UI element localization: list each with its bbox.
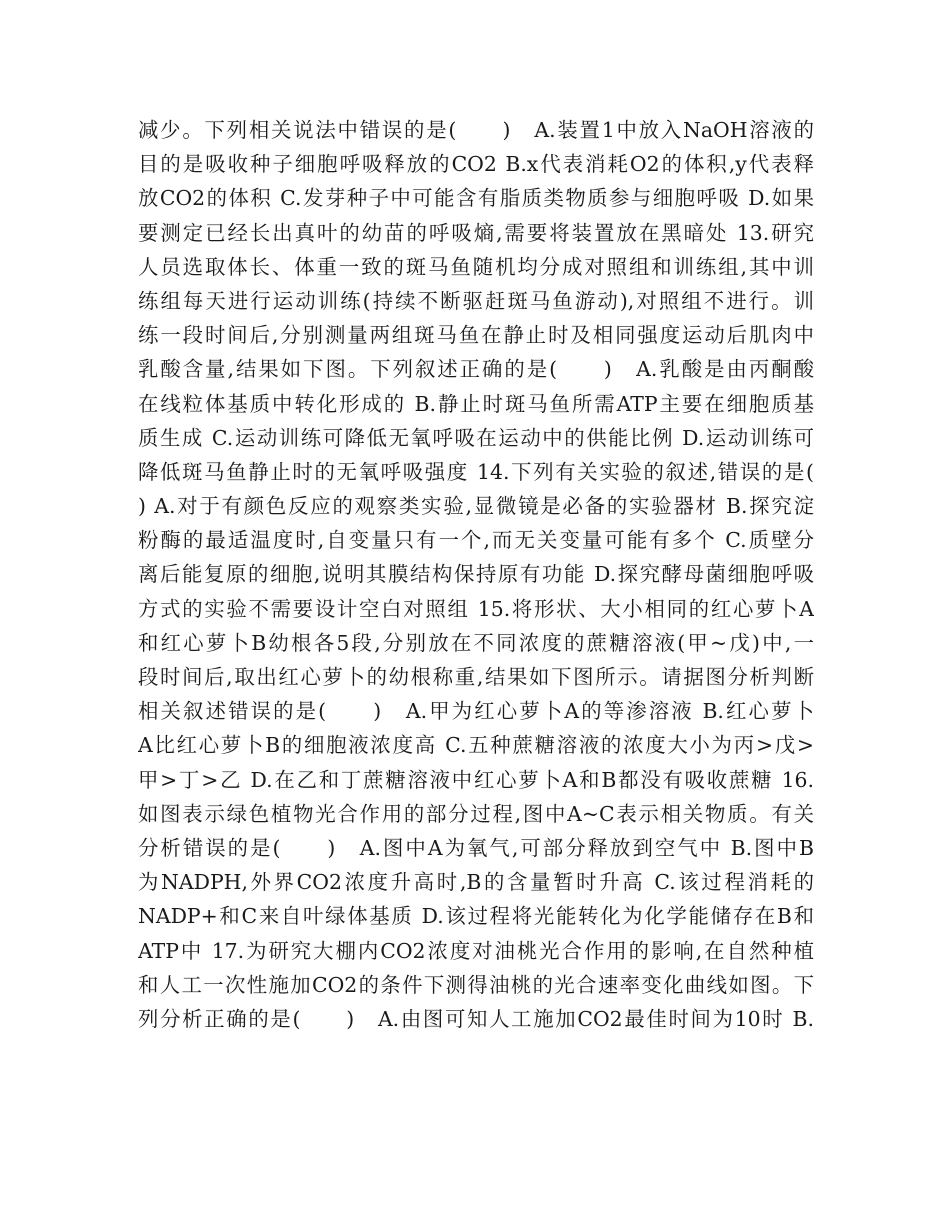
text-line: 粉酶的最适温度时,自变量只有一个,而无关变量可能有多个 C.质壁分 <box>138 528 814 553</box>
text-line: 离后能复原的细胞,说明其膜结构保持原有功能 D.探究酵母菌细胞呼吸 <box>138 562 814 587</box>
text-line: 练组每天进行运动训练(持续不断驱赶斑马鱼游动),对照组不进行。训 <box>138 288 814 313</box>
text-line: 为NADPH,外界CO2浓度升高时,B的含量暂时升高 C.该过程消耗的 <box>138 870 814 895</box>
text-line: 和人工一次性施加CO2的条件下测得油桃的光合速率变化曲线如图。下 <box>138 972 814 997</box>
text-line: 分析错误的是( ) A.图中A为氧气,可部分释放到空气中 B.图中B <box>138 835 814 860</box>
text-line: 列分析正确的是( ) A.由图可知人工施加CO2最佳时间为10时 B. <box>138 1006 814 1031</box>
text-line: A比红心萝卜B的细胞液浓度高 C.五种蔗糖溶液的浓度大小为丙>戊> <box>138 733 814 758</box>
text-line: ATP中 17.为研究大棚内CO2浓度对油桃光合作用的影响,在自然种植 <box>138 938 814 963</box>
text-line: 甲>丁>乙 D.在乙和丁蔗糖溶液中红心萝卜A和B都没有吸收蔗糖 16. <box>138 767 814 792</box>
text-line: ) A.对于有颜色反应的观察类实验,显微镜是必备的实验器材 B.探究淀 <box>138 494 814 519</box>
document-body-text <box>138 113 814 1036</box>
text-line: 质生成 C.运动训练可降低无氧呼吸在运动中的供能比例 D.运动训练可 <box>138 425 814 450</box>
text-line: 和红心萝卜B幼根各5段,分别放在不同浓度的蔗糖溶液(甲~戊)中,一 <box>138 630 814 655</box>
text-line: 人员选取体长、体重一致的斑马鱼随机均分成对照组和训练组,其中训 <box>138 254 814 279</box>
text-line: 方式的实验不需要设计空白对照组 15.将形状、大小相同的红心萝卜A <box>138 596 814 621</box>
text-line: 在线粒体基质中转化形成的 B.静止时斑马鱼所需ATP主要在细胞质基 <box>138 391 814 416</box>
text-line: 练一段时间后,分别测量两组斑马鱼在静止时及相同强度运动后肌肉中 <box>138 323 814 348</box>
text-line: NADP+和C来自叶绿体基质 D.该过程将光能转化为化学能储存在B和 <box>138 904 814 929</box>
text-line: 目的是吸收种子细胞呼吸释放的CO2 B.x代表消耗O2的体积,y代表释 <box>138 152 814 177</box>
text-line: 段时间后,取出红心萝卜的幼根称重,结果如下图所示。请据图分析判断 <box>138 665 814 689</box>
text-line: 如图表示绿色植物光合作用的部分过程,图中A~C表示相关物质。有关 <box>138 801 814 826</box>
text-line: 相关叙述错误的是( ) A.甲为红心萝卜A的等渗溶液 B.红心萝卜 <box>138 699 814 724</box>
text-line: 降低斑马鱼静止时的无氧呼吸强度 14.下列有关实验的叙述,错误的是( <box>138 459 814 484</box>
text-line: 要测定已经长出真叶的幼苗的呼吸熵,需要将装置放在黑暗处 13.研究 <box>138 220 814 245</box>
text-line: 放CO2的体积 C.发芽种子中可能含有脂质类物质参与细胞呼吸 D.如果 <box>138 186 814 211</box>
text-line: 乳酸含量,结果如下图。下列叙述正确的是( ) A.乳酸是由丙酮酸 <box>138 357 814 382</box>
text-line: 减少。下列相关说法中错误的是( ) A.装置1中放入NaOH溶液的 <box>138 118 814 142</box>
